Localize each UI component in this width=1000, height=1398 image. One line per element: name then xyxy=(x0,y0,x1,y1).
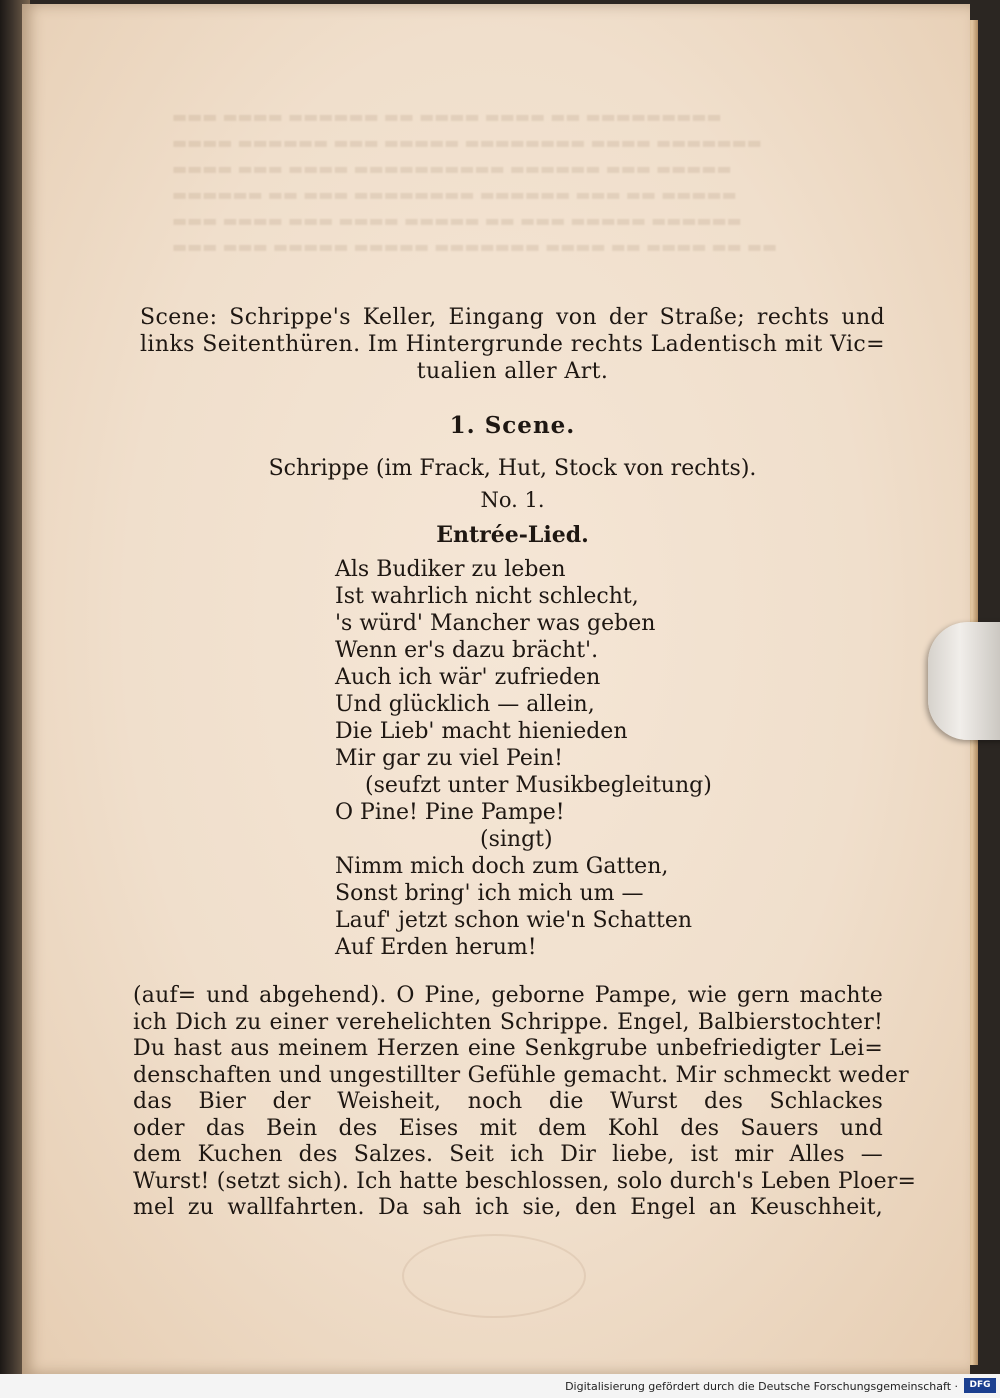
footer-bar xyxy=(0,1374,1000,1398)
song-line: Nimm mich doch zum Gatten, xyxy=(335,854,669,879)
scene-title: 1. Scene. xyxy=(449,412,576,439)
page-marker-tab xyxy=(928,622,1000,740)
song-line: 's würd' Mancher was geben xyxy=(335,611,656,636)
song-line: Mir gar zu viel Pein! xyxy=(335,746,563,771)
dfg-logo: DFG xyxy=(964,1378,996,1393)
scene-description-line: tualien aller Art. xyxy=(416,359,609,384)
number-label: No. 1. xyxy=(480,488,545,512)
stage-direction: (singt) xyxy=(480,827,553,852)
song-line: Die Lieb' macht hienieden xyxy=(335,719,628,744)
scene-description-line: links Seitenthüren. Im Hintergrunde rechts Ladentisch mit Vic= xyxy=(140,332,885,357)
prose-line: denschaften und ungestillter Gefühle gemacht. Mir schmeckt weder xyxy=(133,1062,909,1088)
song-verse xyxy=(335,556,755,961)
show-through-text: ▬▬▬ ▬▬▬▬ ▬▬▬▬▬▬ ▬▬ ▬▬▬▬ ▬▬▬▬ ▬▬ ▬▬▬▬▬▬▬▬▬ ▬▬▬▬ ▬▬▬▬▬▬ ▬▬▬ ▬▬▬▬▬ ▬▬▬▬▬▬▬▬ ▬▬▬▬ ▬▬▬▬▬▬▬ ▬▬▬▬ ▬▬▬ ▬▬▬▬ ▬▬▬▬▬▬▬▬▬▬ ▬▬▬▬▬▬ ▬▬▬ ▬▬▬▬▬ ▬▬▬▬▬▬ ▬▬ ▬▬▬ ▬▬▬▬▬▬▬▬ ▬▬▬▬▬▬ ▬▬▬ ▬▬ ▬▬▬▬▬ ▬▬▬ ▬▬▬▬ ▬▬▬ ▬▬▬▬ ▬▬▬▬▬ ▬▬ ▬▬▬ ▬▬▬▬▬ ▬▬▬▬▬▬ ▬▬▬ ▬▬▬ ▬▬▬▬▬ ▬▬▬▬▬ ▬▬▬▬▬▬▬ ▬▬▬▬ ▬▬ ▬▬▬▬ ▬▬ ▬▬ xyxy=(172,107,778,256)
prose-line: das Bier der Weisheit, noch die Wurst des Schlackes xyxy=(133,1089,883,1114)
prose-paragraph xyxy=(133,983,917,1222)
scene-description xyxy=(140,304,885,385)
prose-line: Wurst! (setzt sich). Ich hatte beschlossen, solo durch's Leben Ploer= xyxy=(133,1168,917,1194)
song-title: Entrée-Lied. xyxy=(436,522,589,548)
prose-line: (auf= und abgehend). O Pine, geborne Pampe, wie gern machte xyxy=(133,983,883,1008)
prose-line: ich Dich zu einer verehelichten Schrippe. Engel, Balbierstochter! xyxy=(133,1009,883,1035)
song-line: Auf Erden herum! xyxy=(335,935,537,960)
song-line: Sonst bring' ich mich um — xyxy=(335,881,644,906)
song-line: O Pine! Pine Pampe! xyxy=(335,800,565,825)
prose-line: dem Kuchen des Salzes. Seit ich Dir liebe, ist mir Alles — xyxy=(133,1142,883,1167)
song-line: Ist wahrlich nicht schlecht, xyxy=(335,584,639,609)
prose-line: oder das Bein des Eises mit dem Kohl des Sauers und xyxy=(133,1115,883,1141)
song-line: Als Budiker zu leben xyxy=(335,557,566,582)
song-line: Auch ich wär' zufrieden xyxy=(335,665,601,690)
song-line: Wenn er's dazu brächt'. xyxy=(335,638,599,663)
library-stamp xyxy=(402,1234,586,1318)
character-direction: Schrippe (im Frack, Hut, Stock von rechts). xyxy=(268,456,757,481)
stage-direction: (seufzt unter Musikbegleitung) xyxy=(365,773,712,798)
prose-line: Du hast aus meinem Herzen eine Senkgrube unbefriedigter Lei= xyxy=(133,1036,883,1061)
song-line: Lauf' jetzt schon wie'n Schatten xyxy=(335,908,693,933)
prose-line: mel zu wallfahrten. Da sah ich sie, den Engel an Keuschheit, xyxy=(133,1195,883,1220)
song-line: Und glücklich — allein, xyxy=(335,692,595,717)
footer-credit: Digitalisierung gefördert durch die Deutsche Forschungsgemeinschaft · xyxy=(565,1380,958,1393)
scene-description-line: Scene: Schrippe's Keller, Eingang von der Straße; rechts und xyxy=(140,305,885,330)
